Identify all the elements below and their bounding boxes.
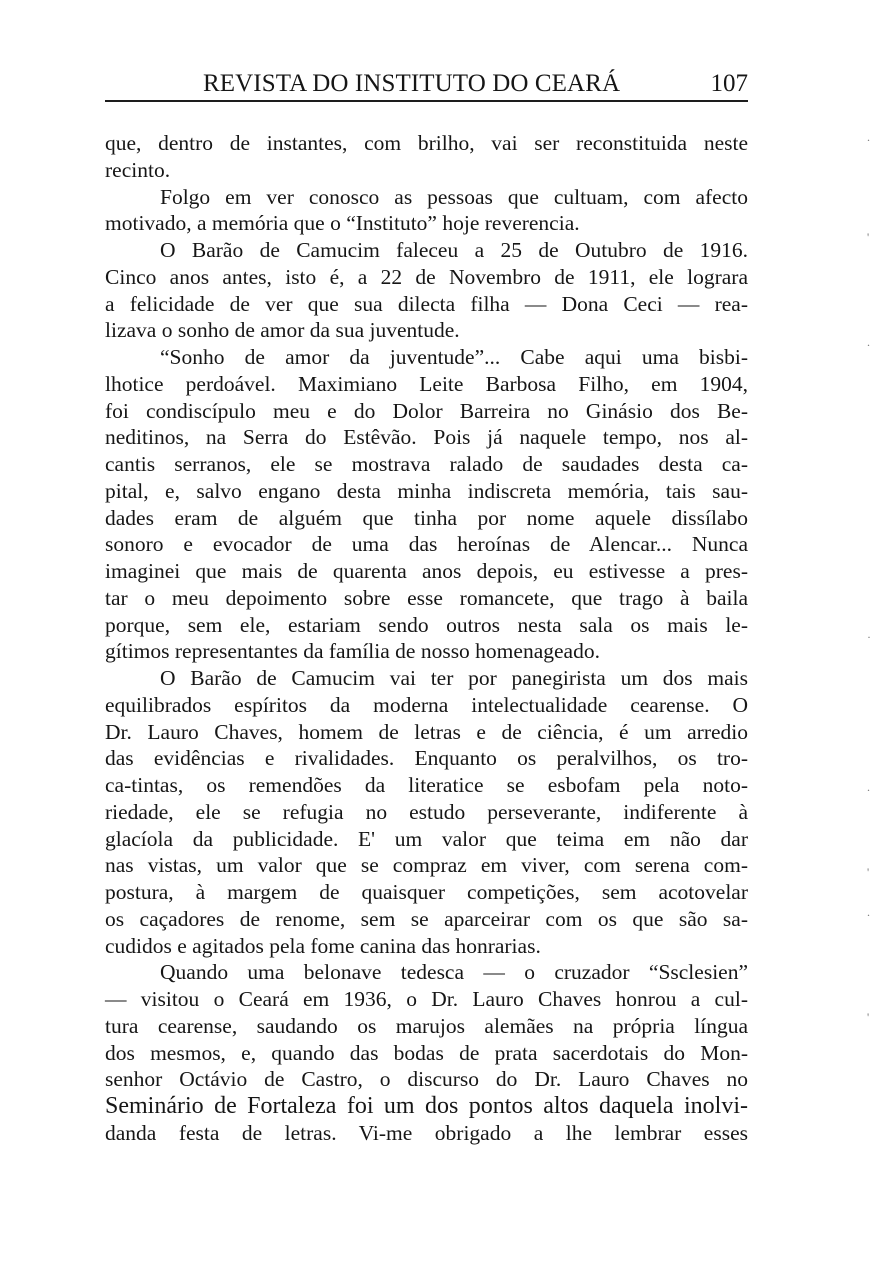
- scan-edge-marks: [867, 130, 875, 1130]
- text-line: a felicidade de ver que sua dilecta filha — Dona Ceci — rea-: [105, 291, 748, 316]
- scan-mark-icon: ': [867, 230, 870, 244]
- text-line: lizava o sonho de amor da sua juventude.: [105, 318, 460, 343]
- text-line: equilibrados espíritos da moderna intelectualidade cearense. O: [105, 692, 748, 717]
- page-header: [105, 70, 748, 102]
- text-line: que, dentro de instantes, com brilho, vai ser reconstituida neste: [105, 131, 748, 155]
- text-line: neditinos, na Serra do Estêvão. Pois já naquele tempo, nos al-: [105, 425, 748, 450]
- text-line: ca-tintas, os remendões da literatice se esbofam pela noto-: [105, 773, 748, 797]
- text-line: Seminário de Fortaleza foi um dos pontos altos daquela inolvi-: [105, 1093, 748, 1119]
- scan-mark-icon: ': [867, 865, 870, 879]
- text-line: riedade, ele se refugia no estudo perseverante, indiferente à: [105, 799, 748, 824]
- article-body: [105, 130, 748, 1147]
- scan-mark-icon: .: [867, 780, 870, 794]
- text-line: imaginei que mais de quarenta anos depois, eu estivesse a pres-: [105, 559, 748, 583]
- text-line: Cinco anos antes, isto é, a 22 de Novembro de 1911, ele lograra: [105, 264, 748, 289]
- text-line: Dr. Lauro Chaves, homem de letras e de ciência, é um arredio: [105, 719, 748, 744]
- text-line: recinto.: [105, 157, 171, 182]
- text-line: lhotice perdoável. Maximiano Leite Barbosa Filho, em 1904,: [105, 371, 748, 396]
- scan-mark-icon: .: [867, 905, 870, 919]
- text-line: dos mesmos, e, quando das bodas de prata sacerdotais do Mon-: [105, 1040, 748, 1065]
- paragraph-first-line: Folgo em ver conosco as pessoas que cultuam, com afecto: [160, 184, 748, 209]
- text-line: — visitou o Ceará em 1936, o Dr. Lauro Chaves honrou a cul-: [105, 987, 748, 1011]
- text-line: cantis serranos, ele se mostrava ralado de saudades desta ca-: [105, 452, 748, 476]
- text-line: foi condiscípulo meu e do Dolor Barreira no Ginásio dos Be-: [105, 398, 748, 423]
- running-title: REVISTA DO INSTITUTO DO CEARÁ: [203, 70, 621, 97]
- text-line: pital, e, salvo engano desta minha indiscreta memória, tais sau-: [105, 478, 748, 503]
- scan-mark-icon: .: [867, 130, 870, 144]
- page-number: 107: [710, 70, 748, 97]
- text-line: tura cearense, saudando os marujos alemães na própria língua: [105, 1013, 748, 1038]
- paragraph-first-line: O Barão de Camucim vai ter por panegirista um dos mais: [160, 666, 748, 690]
- text-line: porque, sem ele, estariam sendo outros nesta sala os mais le-: [105, 612, 748, 637]
- text-line: senhor Octávio de Castro, o discurso do Dr. Lauro Chaves no: [105, 1067, 748, 1092]
- paragraph-first-line: “Sonho de amor da juventude”... Cabe aqui uma bisbi-: [160, 345, 748, 369]
- text-line: gítimos representantes da família de nosso homenageado.: [105, 639, 600, 664]
- text-line: tar o meu depoimento sobre esse romancete, que trago à baila: [105, 585, 748, 610]
- text-line: os caçadores de renome, sem se aparceirar com os que são sa-: [105, 906, 748, 931]
- scan-mark-icon: ': [867, 1010, 870, 1024]
- paragraph-first-line: Quando uma belonave tedesca — o cruzador “Ssclesien”: [160, 960, 748, 985]
- scan-mark-icon: .: [867, 335, 870, 349]
- text-line: dades eram de alguém que tinha por nome aquele dissílabo: [105, 505, 748, 530]
- paragraph-first-line: O Barão de Camucim faleceu a 25 de Outubro de 1916.: [160, 238, 748, 262]
- text-line: sonoro e evocador de uma das heroínas de Alencar... Nunca: [105, 532, 748, 557]
- text-line: motivado, a memória que o “Instituto” hoje reverencia.: [105, 211, 580, 236]
- scan-mark-icon: ·: [867, 630, 871, 644]
- text-line: das evidências e rivalidades. Enquanto os peralvilhos, os tro-: [105, 746, 748, 771]
- text-line: nas vistas, um valor que se compraz em viver, com serena com-: [105, 853, 748, 878]
- text-line: glacíola da publicidade. E' um valor que teima em não dar: [105, 826, 748, 851]
- text-line: cudidos e agitados pela fome canina das honrarias.: [105, 933, 541, 958]
- text-line: postura, à margem de quaisquer competições, sem acotovelar: [105, 880, 748, 904]
- text-line: danda festa de letras. Vi-me obrigado a lhe lembrar esses: [105, 1120, 748, 1145]
